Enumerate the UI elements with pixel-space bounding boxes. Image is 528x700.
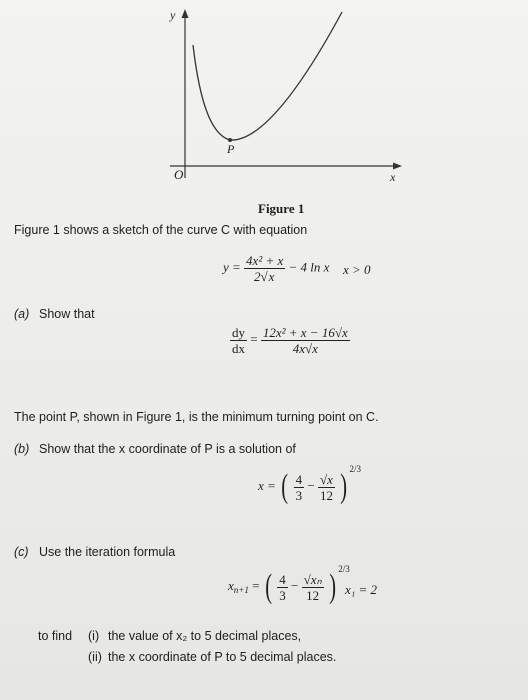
deriv-rhs-denominator: 4x√x [292, 341, 318, 356]
fixed-point-lhs: x = [258, 477, 276, 493]
y-axis-arrow [182, 9, 189, 18]
curve-equation [223, 253, 329, 284]
part-b-label: (b) [14, 442, 30, 456]
initial-value: x₁ = 2 [345, 582, 378, 597]
part-c-label: (c) [14, 545, 29, 559]
part-c-ii-label: (ii) [88, 650, 102, 664]
c-fraction1-den: 3 [279, 587, 286, 603]
b-fraction2-den: 12 [319, 487, 333, 503]
equation-numerator: 4x² + x [246, 253, 284, 268]
c-fraction1-num: 4 [279, 571, 286, 587]
c-fraction2-den: 12 [306, 587, 320, 603]
deriv-denominator: dx [232, 341, 245, 356]
b-exponent: 2/3 [349, 464, 362, 474]
b-fraction1-num: 4 [295, 471, 303, 487]
iteration-lhs: x [228, 577, 234, 593]
minimum-point-statement: The point P, shown in Figure 1, is the minimum turning point on C. [14, 410, 379, 424]
part-c-text: Use the iteration formula [39, 545, 176, 559]
curve-c [193, 12, 342, 140]
derivative-equation: $\frac{dy}{dx}$ = $\frac{\text{12x² + x − 16√x}}{4x√x}$ [232, 325, 348, 356]
x-axis-label: x [390, 170, 396, 184]
domain-condition: x > 0 [343, 262, 371, 277]
part-b-text: Show that the x coordinate of P is a solution of [39, 442, 296, 456]
point-p-label: P [227, 142, 235, 156]
iteration-lhs-subscript: n+1 [233, 584, 249, 595]
c-fraction2-num: √xₙ [303, 571, 322, 587]
deriv-rhs-numerator: 12x² + x − 16√x [262, 325, 348, 340]
equation-log-term: − 4 ln x [288, 259, 330, 275]
origin-label: O [174, 167, 184, 182]
b-fraction2-num: √x [318, 472, 335, 488]
curve-figure [0, 0, 528, 210]
part-c-i-text: the value of x₂ to 5 decimal places, [108, 629, 302, 643]
intro-text: Figure 1 shows a sketch of the curve C with equation [14, 223, 308, 237]
figure-caption: Figure 1 [258, 201, 305, 216]
c-exponent: 2/3 [338, 564, 350, 574]
part-a-text: Show that [39, 307, 95, 321]
equation-denominator-rad: x [268, 269, 275, 284]
part-c-i-label: (i) [88, 629, 100, 643]
part-a-label: (a) [14, 307, 30, 321]
b-fraction1-den: 3 [295, 487, 303, 503]
equation-denominator-coef: 2 [253, 269, 261, 284]
y-axis-label: y [170, 8, 176, 22]
deriv-numerator: dy [232, 325, 245, 340]
equation-lhs: y = [223, 259, 241, 275]
part-c-ii-text: the x coordinate of P to 5 decimal places. [108, 650, 337, 664]
to-find-text: to find [38, 629, 73, 643]
x-axis-arrow [393, 163, 402, 170]
equation-fraction: $\frac{\text{4x² + x}}{2√x}$ [246, 253, 284, 284]
fixed-point-equation: x = ( $\frac{4}{3}$ − $\frac{√x}{12}$ ) $^{2/3}$ [258, 464, 362, 505]
iteration-formula: $x_{n+1}$ = ( $\frac{4}{3}$ − $\frac{\text{√xₙ}}{12}$ ) $^{2/3}$ [228, 564, 350, 605]
